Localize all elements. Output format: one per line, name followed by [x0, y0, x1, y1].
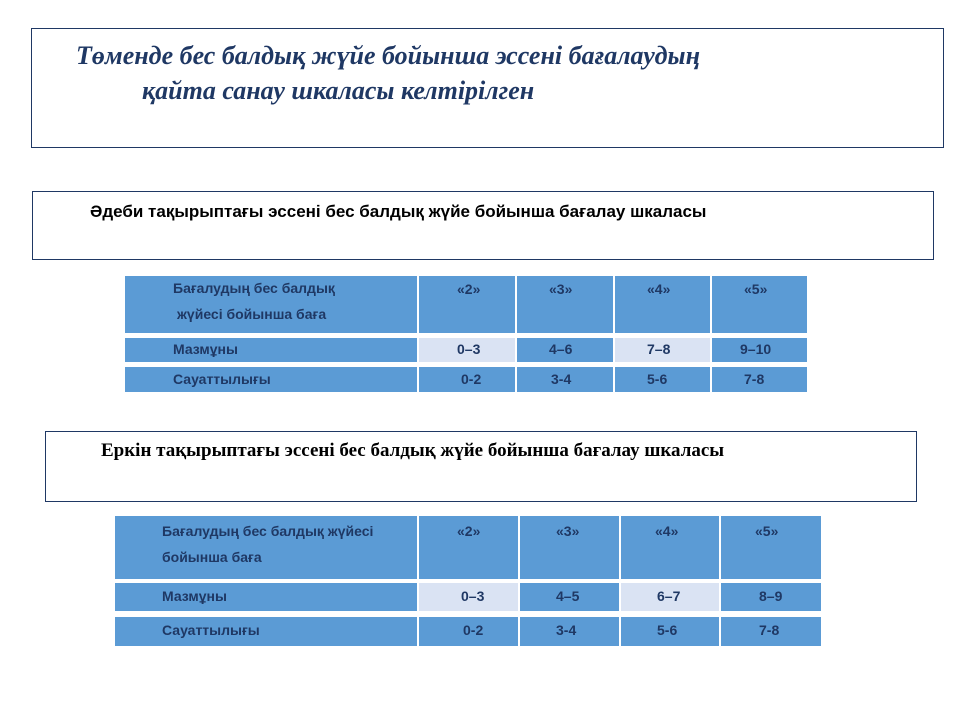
- table2-row-content-value-3: 4–5: [520, 583, 619, 611]
- table1-row-content-value-5: 9–10: [712, 338, 807, 362]
- table2-grade-2: «2»: [419, 516, 518, 579]
- table2-row-content-value-2: 0–3: [419, 583, 518, 611]
- table1-grade-3: «3»: [517, 276, 613, 333]
- table2-row-literacy-value-3: 3-4: [520, 617, 619, 646]
- table1-row-content-label: Мазмұны: [125, 338, 417, 362]
- table1-row-content-value-3: 4–6: [517, 338, 613, 362]
- table1-grade-2: «2»: [419, 276, 515, 333]
- table2-grade-3: «3»: [520, 516, 619, 579]
- table1-row-literacy-value-5: 7-8: [712, 367, 807, 392]
- table2-row-content-value-5: 8–9: [721, 583, 821, 611]
- table2-heading: Еркін тақырыптағы эссені бес балдық жүйе бойынша бағалау шкаласы: [101, 440, 725, 461]
- table1-row-literacy-value-4: 5-6: [615, 367, 710, 392]
- table2-header-line-2: бойынша баға: [162, 549, 262, 565]
- table2-grade-5: «5»: [721, 516, 821, 579]
- table2-row-literacy-value-4: 5-6: [621, 617, 719, 646]
- title-line-1: Төменде бес балдық жүйе бойынша эссені бағалаудың: [76, 41, 701, 70]
- table2-grade-4: «4»: [621, 516, 719, 579]
- title-box: [31, 28, 944, 148]
- table1-header-line-1: Бағалудың бес балдық: [173, 280, 335, 296]
- table2-row-literacy-value-2: 0-2: [419, 617, 518, 646]
- grading-table-literary: [125, 276, 807, 392]
- table1-row-content-value-2: 0–3: [419, 338, 515, 362]
- table2-row-content-value-4: 6–7: [621, 583, 719, 611]
- table1-grade-4: «4»: [615, 276, 710, 333]
- table2-header-label-cell: [115, 516, 417, 579]
- title-line-2: қайта санау шкаласы келтірілген: [142, 76, 535, 105]
- table1-row-literacy-label: Сауаттылығы: [125, 367, 417, 392]
- table2-row-literacy-value-5: 7-8: [721, 617, 821, 646]
- table1-heading-box: [32, 191, 934, 260]
- table2-row-literacy-label: Сауаттылығы: [115, 617, 417, 646]
- table2-row-content-label: Мазмұны: [115, 583, 417, 611]
- table1-header-line-2: жүйесі бойынша баға: [177, 306, 327, 322]
- table2-header-line-1: Бағалудың бес балдық жүйесі: [162, 523, 374, 539]
- table1-row-literacy-value-3: 3-4: [517, 367, 613, 392]
- table1-grade-5: «5»: [712, 276, 807, 333]
- table1-row-literacy-value-2: 0-2: [419, 367, 515, 392]
- grading-table-free-topic: [115, 516, 821, 646]
- table1-row-content-value-4: 7–8: [615, 338, 710, 362]
- table2-heading-box: [45, 431, 917, 502]
- table1-header-label-cell: [125, 276, 417, 333]
- table1-heading: Әдеби тақырыптағы эссені бес балдық жүйе бойынша бағалау шкаласы: [90, 202, 707, 221]
